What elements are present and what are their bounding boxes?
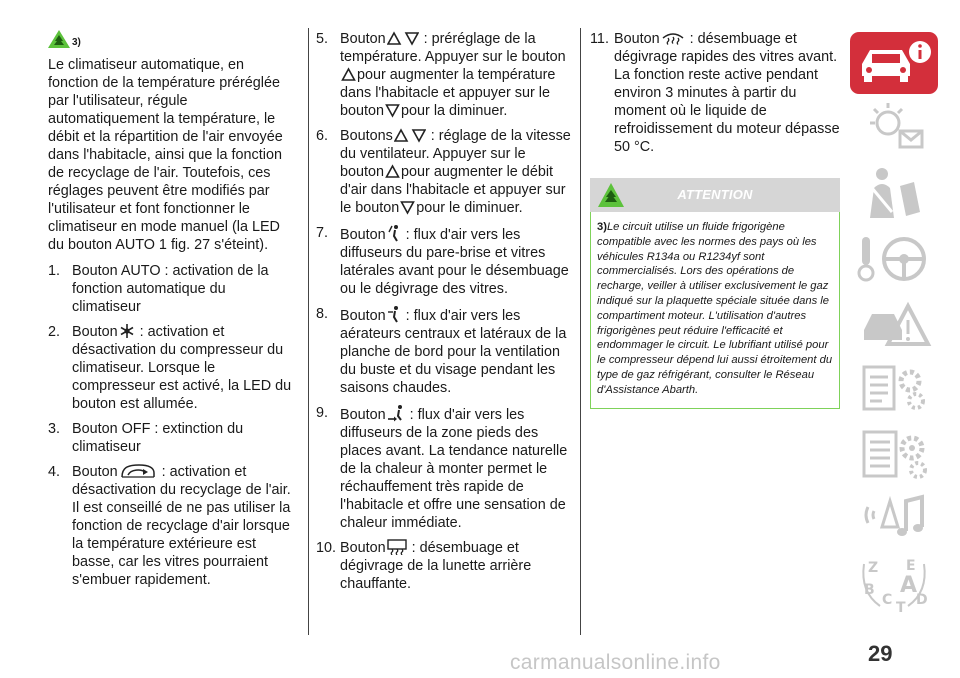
sidebar-item-starting-driving[interactable]	[850, 227, 938, 289]
index-letter-a: A	[900, 573, 918, 598]
sidebar-item-index[interactable]	[850, 552, 938, 614]
sidebar-item-multimedia[interactable]	[850, 487, 938, 549]
sidebar-item-technical-data[interactable]	[850, 422, 938, 484]
index-letter-c: C	[882, 592, 893, 608]
chapter-sidebar	[850, 32, 938, 617]
triangle-down-icon	[385, 103, 400, 118]
warning-ref: 3)	[597, 221, 607, 233]
column-divider-1	[308, 28, 309, 635]
list-item-off: 3. Bouton OFF : extinction du climatiseur	[48, 421, 244, 455]
list-item-feet-flow: 9. Bouton : flux d'air vers les diffuseurs de la zone pieds des places avant. La tendance naturelle de la chaleur à monter permet le réchauffement très rapide de l'habitacle et offre une sensation de chaleur immédiate.	[316, 405, 568, 531]
list-item-front-defrost: 11. Bouton : désembuage et dégivrage rapides des vitres avant. La fonction reste active pendant environ 3 minutes à partir du moment où le liquide de refroidissement du moteur dépasse 50 °C.	[590, 31, 840, 155]
refrigerant-note-marker[interactable]	[48, 30, 298, 48]
index-icon	[850, 552, 938, 614]
safety-icon	[850, 162, 938, 224]
technical-data-icon	[850, 422, 938, 484]
car-info-icon	[850, 32, 938, 94]
triangle-up-icon	[341, 67, 356, 82]
person-airflow-face-icon	[387, 305, 401, 323]
watermark: carmanualsonline.info	[510, 651, 721, 674]
recirculation-icon	[119, 463, 157, 479]
index-letter-t: T	[896, 600, 906, 614]
sidebar-item-maintenance[interactable]	[850, 357, 938, 419]
column-2	[316, 30, 572, 600]
up-down-triangles-icon	[387, 31, 419, 46]
triangle-up-icon	[385, 164, 400, 179]
list-item-auto: 1. Bouton AUTO : activation de la fonction automatique du climatiseur	[48, 263, 269, 315]
warning-header	[590, 178, 840, 212]
column-3	[590, 30, 840, 409]
warning-body	[590, 212, 840, 409]
sidebar-item-lights[interactable]	[850, 97, 938, 159]
column-divider-2	[580, 28, 581, 635]
starting-driving-icon	[850, 227, 938, 289]
sidebar-item-emergency[interactable]	[850, 292, 938, 354]
warning-title: ATTENTION	[677, 187, 753, 202]
list-item-recirculation: 4. Bouton : activation et désactivation du recyclage de l'air. Il est conseillé de ne pas utiliser la fonction de recyclage d'air lorsque la température extérieure est basse, car les vitres pourraient s'embuer rapidement.	[48, 464, 291, 588]
maintenance-icon	[850, 357, 938, 419]
multimedia-icon	[850, 487, 938, 549]
index-letter-z: Z	[868, 560, 879, 576]
index-letter-e: E	[906, 558, 916, 574]
list-item-rear-defrost: 10. Bouton : désembuage et dégivrage de la lunette arrière chauffante.	[316, 540, 532, 592]
lights-icon	[850, 97, 938, 159]
rear-defrost-icon	[387, 539, 407, 555]
index-letter-d: D	[916, 592, 928, 608]
warning-text: Le circuit utilise un fluide frigorigène compatible avec les normes des pays où les véhicules R134a ou R1234yf sont commercialisés. Lors des opérations de recharge, veiller à utiliser exclusivement le gaz indiqué sur la plaquette spéciale située dans le compartiment moteur. L'utilisation d'autres frigorigènes peut réduire l'efficacité et endommager le circuit. Le lubrifiant utilisé pour le compresseur dépend lui aussi étroitement du type de gaz réfrigérant, consulter le Réseau d'Assistance Abarth.	[597, 221, 833, 396]
triangle-down-icon	[400, 200, 415, 215]
refrigerant-note-ref: 3)	[72, 37, 81, 48]
person-airflow-feet-icon	[387, 404, 405, 422]
intro-paragraph: Le climatiseur automatique, en fonction de la température préréglée par l'utilisateur, régule automatiquement la température, le débit et la répartition de l'air envoyée dans l'habitacle, ainsi que la fonction de recyclage de l'air. Toutefois, ces réglages peuvent être modifiés par l'utilisateur et font fonctionner le climatiseur en mode manuel (la LED du bouton AUTO 1 fig. 27 s'éteint).	[48, 57, 283, 253]
list-item-dashboard-flow: 8. Bouton : flux d'air vers les aérateurs centraux et latéraux de la planche de bord pour la ventilation du buste et du visage pendant les saisons chaudes.	[316, 306, 567, 396]
list-item-windscreen-flow: 7. Bouton : flux d'air vers les diffuseurs du pare-brise et vitres latérales avant pour le désembuage ou le dégivrage des vitres.	[316, 225, 569, 297]
warning-triangle-icon	[850, 292, 938, 354]
list-item-compressor: 2. Bouton : activation et désactivation du compresseur du climatiseur. Lorsque le compresseur est activé, la LED du bouton est allumée.	[48, 324, 292, 412]
column-1	[48, 30, 298, 596]
snowflake-icon	[119, 323, 135, 339]
front-defrost-icon	[661, 30, 685, 46]
page-number: 29	[868, 641, 893, 666]
person-airflow-up-icon	[387, 224, 401, 242]
up-down-triangles-icon	[394, 128, 426, 143]
sidebar-item-safety[interactable]	[850, 162, 938, 224]
index-letter-b: B	[864, 582, 875, 598]
green-tree-warning-icon	[48, 30, 70, 48]
list-item-temperature: 5. Bouton : préréglage de la température. Appuyer sur le bouton pour augmenter la température dans l'habitacle et appuyer sur le bouton pour la diminuer.	[316, 31, 566, 119]
sidebar-item-car-info[interactable]	[850, 32, 938, 94]
list-item-fan-speed: 6. Boutons : réglage de la vitesse du ventilateur. Appuyer sur le bouton pour augmenter le débit d'air dans l'habitacle et appuyer sur le bouton pour le diminuer.	[316, 128, 571, 216]
